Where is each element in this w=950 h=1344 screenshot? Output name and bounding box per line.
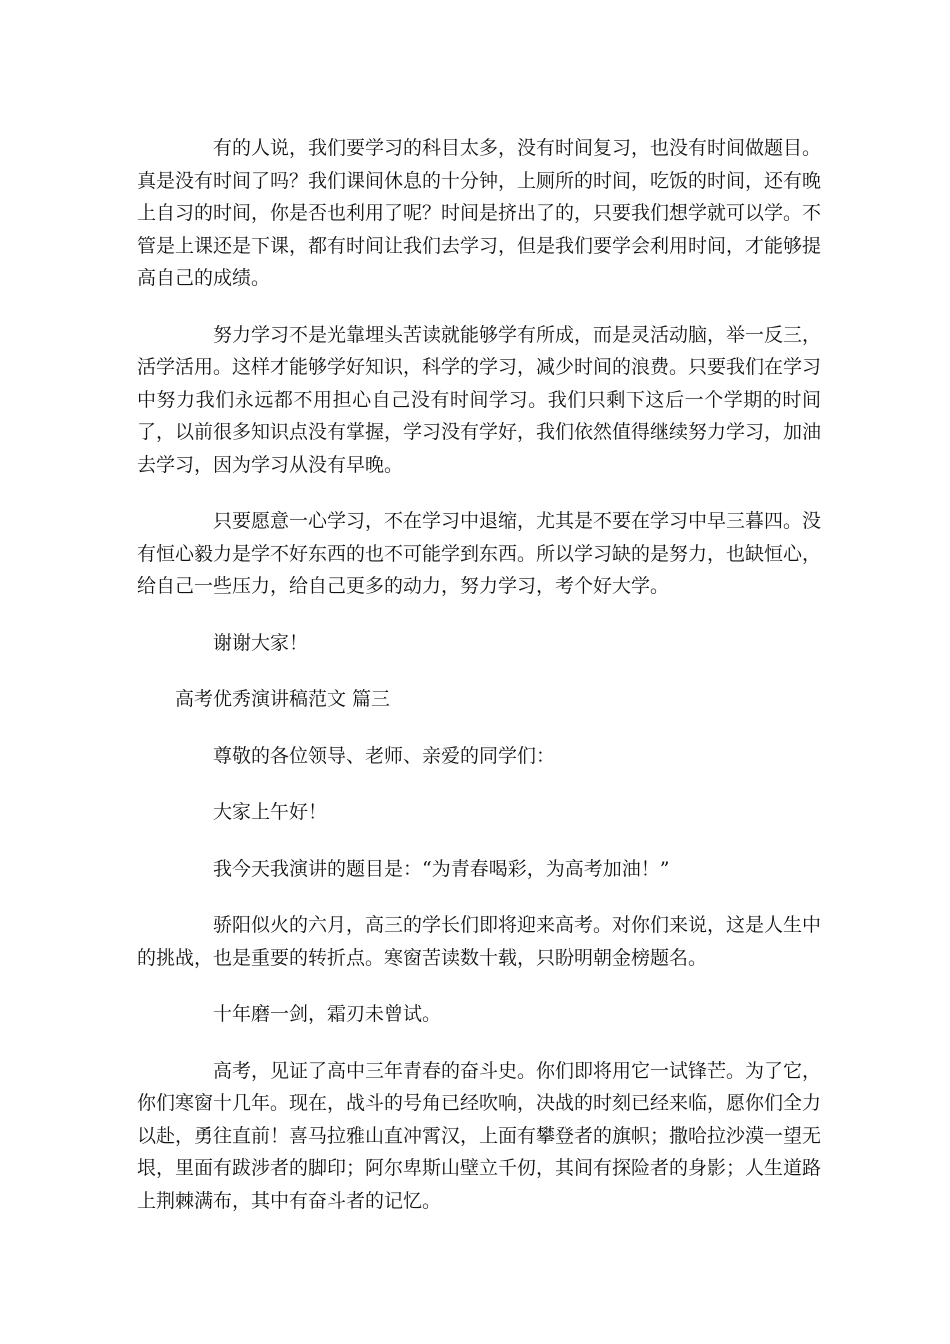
paragraph-perseverance: 只要愿意一心学习，不在学习中退缩，尤其是不要在学习中早三暮四。没有恒心毅力是学不好东西的也不可能学到东西。所以学习缺的是努力，也缺恒心，给自己一些压力，给自己更多的动力，努力学习，考个好大学。 (137, 510, 822, 597)
paragraph-salutation: 尊敬的各位领导、老师、亲爱的同学们： (213, 744, 556, 767)
document-body (137, 132, 821, 1241)
paragraph-study-method: 努力学习不是光靠埋头苦读就能够学有所成，而是灵活动脑，举一反三，活学活用。这样才能够学好知识，科学的学习，减少时间的浪费。只要我们在学习中努力我们永远都不用担心自己没有时间学习。我们只剩下这后一个学期的时间了，以前很多知识点没有掌握，学习没有学好，我们依然值得继续努力学习，加油去学习，因为学习从没有早晚。 (137, 323, 822, 476)
paragraph-thanks: 谢谢大家！ (213, 631, 309, 654)
paragraph-june-exam: 骄阳似火的六月，高三的学长们即将迎来高考。对你们来说，这是人生中的挑战，也是重要的转折点。寒窗苦读数十载，只盼明朝金榜题名。 (137, 914, 822, 969)
paragraph-greeting: 大家上午好！ (213, 801, 328, 823)
paragraph-proverb: 十年磨一剑，霜刃未曾试。 (213, 1003, 442, 1025)
paragraph-time-management: 有的人说，我们要学习的科目太多，没有时间复习，也没有时间做题目。真是没有时间了吗？我们课间休息的十分钟，上厕所的时间，吃饭的时间，还有晚上自习的时间，你是否也利用了呢？时间是挤出了的，只要我们想学就可以学。不管是上课还是下课，都有时间让我们去学习，但是我们要学会利用时间，才能够提高自己的成绩。 (137, 137, 822, 289)
paragraph-gaokao-struggle: 高考，见证了高中三年青春的奋斗史。你们即将用它一试锋芒。为了它，你们寒窗十几年。现在，战斗的号角已经吹响，决战的时刻已经来临，愿你们全力以赴，勇往直前！喜马拉雅山直冲霄汉，上面有攀登者的旗帜；撒哈拉沙漠一望无垠，里面有跋涉者的脚印；阿尔卑斯山壁立千仞，其间有探险者的身影；人生道路上荆棘满布，其中有奋斗者的记忆。 (137, 1059, 822, 1212)
paragraph-speech-title: 我今天我演讲的题目是：“为青春喝彩，为高考加油！” (213, 857, 670, 880)
section-heading: 高考优秀演讲稿范文 篇三 (175, 688, 391, 710)
